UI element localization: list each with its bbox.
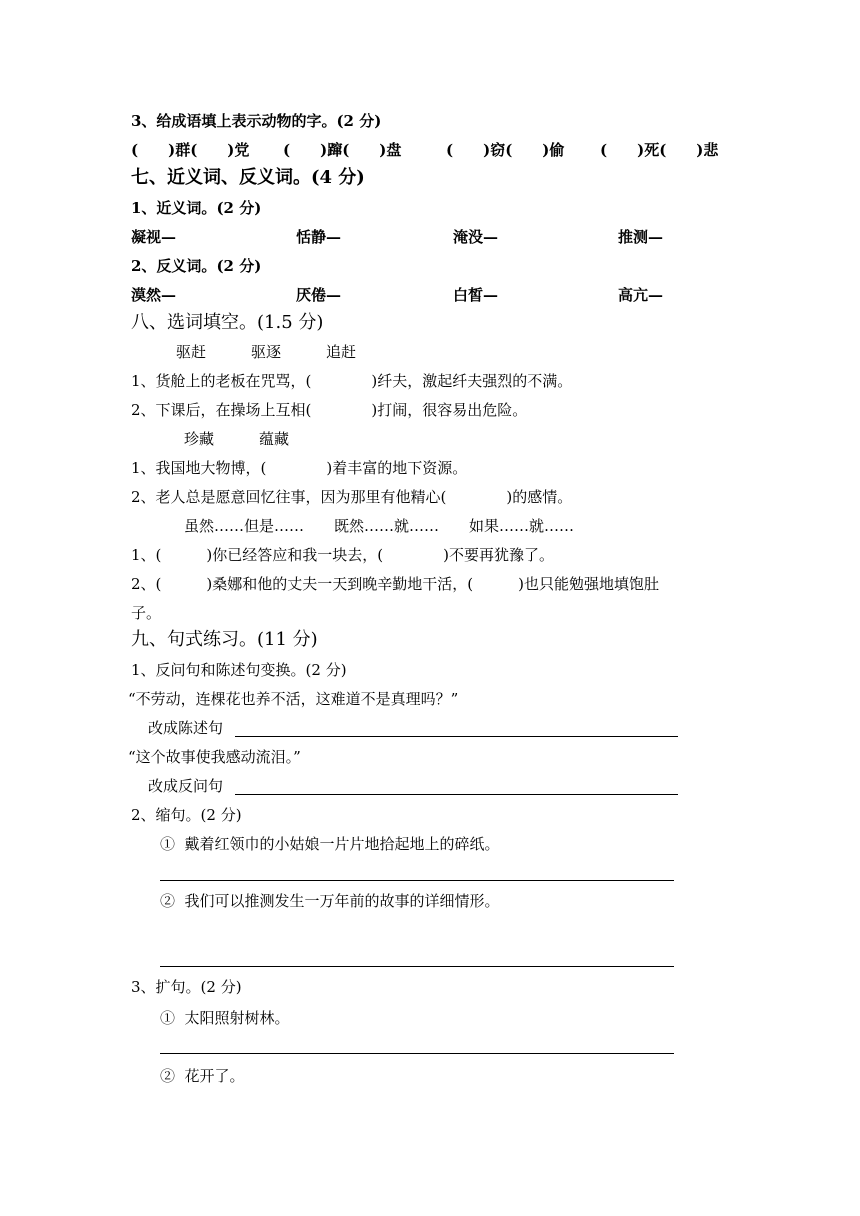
rewrite-prompt: 改成陈述句 bbox=[148, 719, 224, 737]
word-options-2: 珍藏 蕴藏 bbox=[184, 430, 290, 448]
antonym-item[interactable]: 厌倦— bbox=[296, 286, 342, 304]
expand-sentence: ② 花开了。 bbox=[160, 1067, 245, 1085]
word-options-1: 驱赶 驱逐 追赶 bbox=[176, 343, 357, 361]
rewrite-prompt: 改成反问句 bbox=[148, 777, 224, 795]
expand-sentence: ① 太阳照射树林。 bbox=[160, 1009, 290, 1027]
condense-sentence: ① 戴着红领巾的小姑娘一片片地拾起地上的碎纸。 bbox=[160, 835, 500, 853]
q3-title: 3、给成语填上表示动物的字。(2 分) bbox=[131, 112, 382, 130]
antonyms-title: 2、反义词。(2 分) bbox=[131, 257, 262, 275]
section-8-heading: 八、选词填空。(1.5 分) bbox=[131, 312, 324, 333]
word-options-3: 虽然……但是…… 既然……就…… 如果……就…… bbox=[184, 517, 575, 535]
q9-3-title: 3、扩句。(2 分) bbox=[131, 978, 242, 996]
synonym-item[interactable]: 恬静— bbox=[296, 228, 342, 246]
antonym-item[interactable]: 漠然— bbox=[131, 286, 177, 304]
rhetorical-sentence: “不劳动，连棵花也养不活，这难道不是真理吗？” bbox=[128, 690, 459, 708]
answer-line[interactable] bbox=[235, 794, 678, 795]
declarative-sentence: “这个故事使我感动流泪。” bbox=[128, 748, 301, 766]
answer-line[interactable] bbox=[235, 736, 678, 737]
answer-line[interactable] bbox=[160, 880, 674, 881]
synonym-item[interactable]: 淹没— bbox=[453, 228, 499, 246]
section-9-heading: 九、句式练习。(11 分) bbox=[131, 629, 318, 650]
antonym-item[interactable]: 白皙— bbox=[453, 286, 499, 304]
fill-sentence-continued: 子。 bbox=[131, 604, 162, 622]
fill-sentence[interactable]: 1、( )你已经答应和我一块去，( )不要再犹豫了。 bbox=[131, 546, 554, 564]
synonyms-title: 1、近义词。(2 分) bbox=[131, 199, 262, 217]
section-7-heading: 七、近义词、反义词。(4 分) bbox=[131, 167, 365, 188]
q9-2-title: 2、缩句。(2 分) bbox=[131, 806, 242, 824]
q9-1-title: 1、反问句和陈述句变换。(2 分) bbox=[131, 661, 347, 679]
synonym-item[interactable]: 凝视— bbox=[131, 228, 177, 246]
condense-sentence: ② 我们可以推测发生一万年前的故事的详细情形。 bbox=[160, 892, 500, 910]
idiom-blank-2[interactable]: ( )蹿( )盘 bbox=[283, 141, 402, 159]
synonym-item[interactable]: 推测— bbox=[618, 228, 664, 246]
answer-line[interactable] bbox=[160, 966, 674, 967]
fill-sentence[interactable]: 2、( )桑娜和他的丈夫一天到晚辛勤地干活，( )也只能勉强地填饱肚 bbox=[131, 575, 659, 593]
answer-line[interactable] bbox=[160, 1053, 674, 1054]
fill-sentence[interactable]: 2、下课后，在操场上互相( )打闹，很容易出危险。 bbox=[131, 401, 528, 419]
fill-sentence[interactable]: 1、我国地大物博，( )着丰富的地下资源。 bbox=[131, 459, 468, 477]
idiom-blank-4[interactable]: ( )死( )悲 bbox=[600, 141, 719, 159]
fill-sentence[interactable]: 2、老人总是愿意回忆往事，因为那里有他精心( )的感情。 bbox=[131, 488, 573, 506]
antonym-item[interactable]: 高亢— bbox=[618, 286, 664, 304]
fill-sentence[interactable]: 1、货舱上的老板在咒骂，( )纤夫，激起纤夫强烈的不满。 bbox=[131, 372, 573, 390]
idiom-blank-1[interactable]: ( )群( )党 bbox=[131, 141, 250, 159]
idiom-blank-3[interactable]: ( )窃( )偷 bbox=[446, 141, 565, 159]
